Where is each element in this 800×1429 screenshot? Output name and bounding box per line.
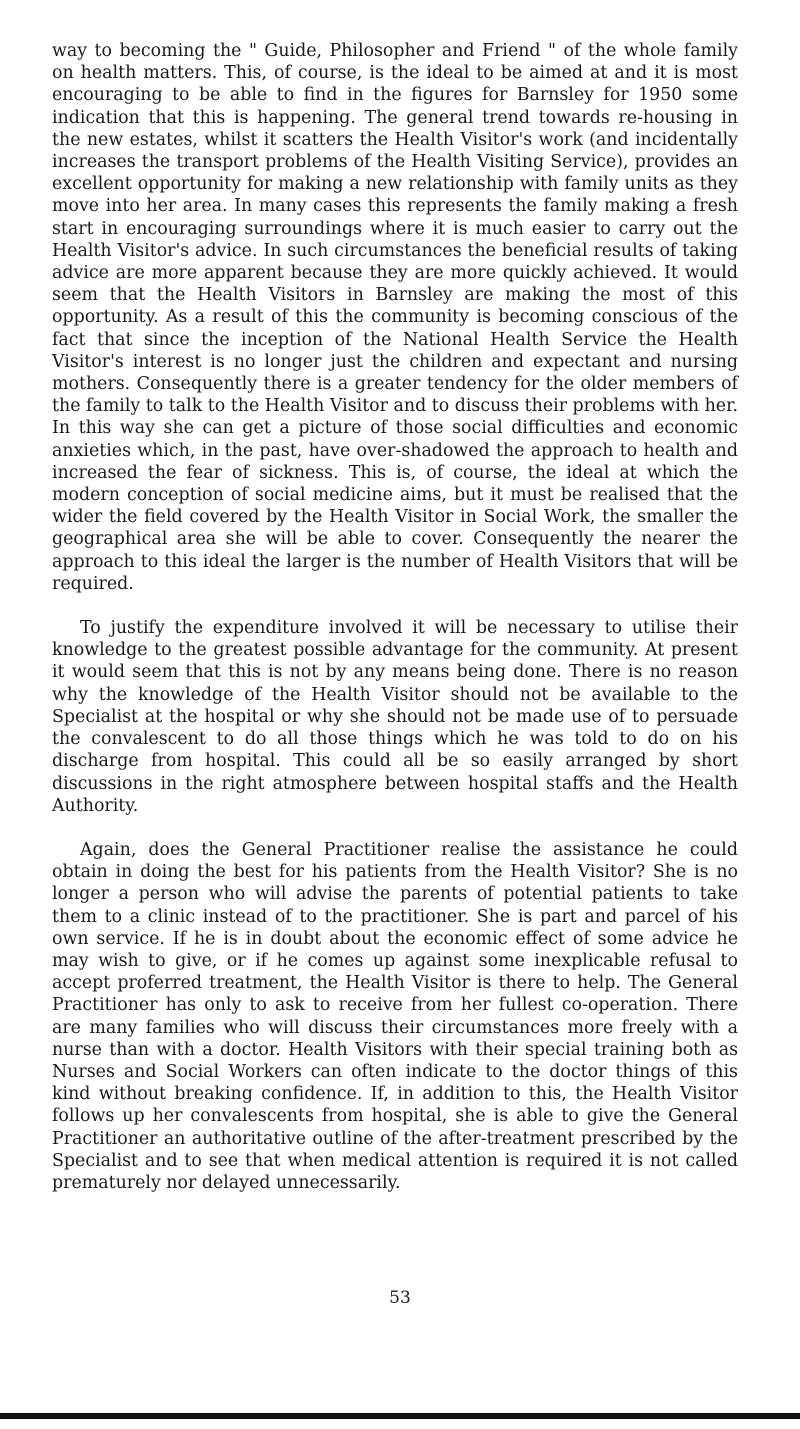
bottom-border [0,1413,800,1419]
paragraph-3: Again, does the General Practitioner realise the assistance he could obtain in doing the best for his patients from the Health Visitor? She is no longer a person who will advise the parents of potential patients to take them to a clinic instead of to the practitioner. She is part and parcel of his own service. If he is in doubt about the economic effect of some advice he may wish to give, or if he comes up against some inexplicable refusal to accept proferred treatment, the Health Visitor is there to help. The General Practitioner has only to ask to receive from her fullest co-operation. There are many families who will discuss their circumstances more freely with a nurse than with a doctor. Health Visitors with their special training both as Nurses and Social Workers can often indicate to the doctor things of this kind without breaking confidence. If, in addition to this, the Health Visitor follows up her convalescents from hospital, she is able to give the General Practitioner an authoritative outline of the after-treatment prescribed by the Specialist and to see that when medical attention is required it is not called prematurely nor delayed unnecessarily. [52,839,738,1193]
document-body [52,40,738,1194]
paragraph-1: way to becoming the " Guide, Philosopher and Friend " of the whole family on health matters. This, of course, is the ideal to be aimed at and it is most encouraging to be able to find in the figures for Barnsley for 1950 some indication that this is happening. The general trend towards re-housing in the new estates, whilst it scatters the Health Visitor's work (and incidentally increases the transport problems of the Health Visiting Service), provides an excellent opportunity for making a new relationship with family units as they move into her area. In many cases this represents the family making a fresh start in encouraging surroundings where it is much easier to carry out the Health Visitor's advice. In such circumstances the beneficial results of taking advice are more apparent because they are more quickly achieved. It would seem that the Health Visitors in Barnsley are making the most of this opportunity. As a result of this the community is becoming conscious of the fact that since the inception of the National Health Service the Health Visitor's interest is no longer just the children and expectant and nursing mothers. Consequently there is a greater tendency for the older members of the family to talk to the Health Visitor and to discuss their problems with her. In this way she can get a picture of those social difficulties and economic anxieties which, in the past, have over-shadowed the approach to health and increased the fear of sickness. This is, of course, the ideal at which the modern conception of social medicine aims, but it must be realised that the wider the field covered by the Health Visitor in Social Work, the smaller the geographical area she will be able to cover. Consequently the nearer the approach to this ideal the larger is the number of Health Visitors that will be required. [52,41,738,594]
page-number: 53 [389,1288,411,1308]
paragraph-2: To justify the expenditure involved it will be necessary to utilise their knowledge to the greatest possible advantage for the community. At present it would seem that this is not by any means being done. There is no reason why the knowledge of the Health Visitor should not be available to the Specialist at the hospital or why she should not be made use of to persuade the convalescent to do all those things which he was told to do on his discharge from hospital. This could all be so easily arranged by short discussions in the right atmosphere between hospital staffs and the Health Authority. [52,618,738,816]
